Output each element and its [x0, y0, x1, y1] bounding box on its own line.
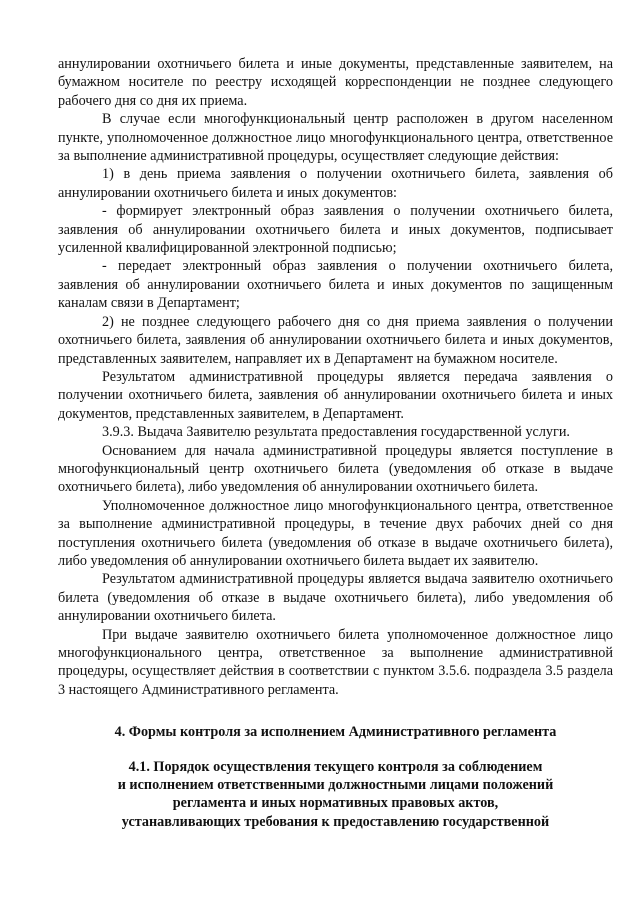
paragraph-dash-transmits-image: - передает электронный образ заявления о получении охотничьего билета, заявления об аннулировании охотничьего билета и иных документов по защищенным каналам связи в Департамент; — [58, 258, 613, 312]
subsection-heading-line: устанавливающих требования к предоставлению государственной — [121, 813, 550, 830]
paragraph-item-1: 1) в день приема заявления о получении охотничьего билета, заявления об аннулировании охотничьего билета и иных документов: — [58, 166, 613, 201]
paragraph-procedure-result-transfer: Результатом административной процедуры является передача заявления о получении охотничьего билета, заявления об аннулировании охотничьего билета и иных документов, представленных заявителем, в Департамент. — [58, 368, 613, 422]
paragraph-item-2: 2) не позднее следующего рабочего дня со дня приема заявления о получении охотничьего билета, заявления об аннулировании охотничьего билета и иных документов, представленных заявителем, направляет их в Департамент на бумажном носителе. — [58, 313, 613, 367]
subsection-heading-line: регламента и иных нормативных правовых актов, — [172, 795, 499, 812]
paragraph-authorized-official: Уполномоченное должностное лицо многофункционального центра, ответственное за выполнение административной процедуры, в течение двух рабочих дней со дня поступления охотничьего билета (уведомления об отказе в выдаче охотничьего билета), либо уведомления об аннулировании охотничьего билета выдает их заявителю. — [58, 497, 613, 569]
paragraph-procedure-basis: Основанием для начала административной процедуры является поступление в многофункциональный центр охотничьего билета (уведомления об отказе в выдаче охотничьего билета), либо уведомления об аннулировании охотничьего билета. — [58, 442, 613, 496]
paragraph-dash-forms-image: - формирует электронный образ заявления о получении охотничьего билета, заявления об аннулировании охотничьего билета и иных документов, подписывает усиленной квалифицированной электронной подписью; — [58, 203, 613, 257]
paragraph-3-9-3: 3.9.3. Выдача Заявителю результата предоставления государственной услуги. — [102, 424, 570, 441]
subsection-heading-line: 4.1. Порядок осуществления текущего контроля за соблюдением — [128, 758, 543, 775]
section-heading: 4. Формы контроля за исполнением Административного регламента — [114, 724, 557, 741]
subsection-heading-line: и исполнением ответственными должностными лицами положений — [117, 777, 554, 794]
paragraph-mfc-other-locality: В случае если многофункциональный центр расположен в другом населенном пункте, уполномоченное должностное лицо многофункционального центра, ответственное за выполнение административной процедуры, осуществляет следующие действия: — [58, 111, 613, 165]
subsection-heading — [58, 758, 613, 832]
paragraph-continuation: аннулировании охотничьего билета и иные документы, представленные заявителем, на бумажном носителе по реестру исходящей корреспонденции не позднее следующего рабочего дня со дня их приема. — [58, 56, 613, 109]
paragraph-procedure-result-issue: Результатом административной процедуры является выдача заявителю охотничьего билета (уведомления об отказе в выдаче охотничьего билета), либо уведомления об аннулировании охотничьего билета. — [58, 571, 613, 625]
paragraph-issuing-actions: При выдаче заявителю охотничьего билета уполномоченное должностное лицо многофункционального центра, ответственное за выполнение административной процедуры, осуществляет действия в соответствии с пунктом 3.5.6. подраздела 3.5 раздела 3 настоящего Административного регламента. — [58, 626, 613, 698]
